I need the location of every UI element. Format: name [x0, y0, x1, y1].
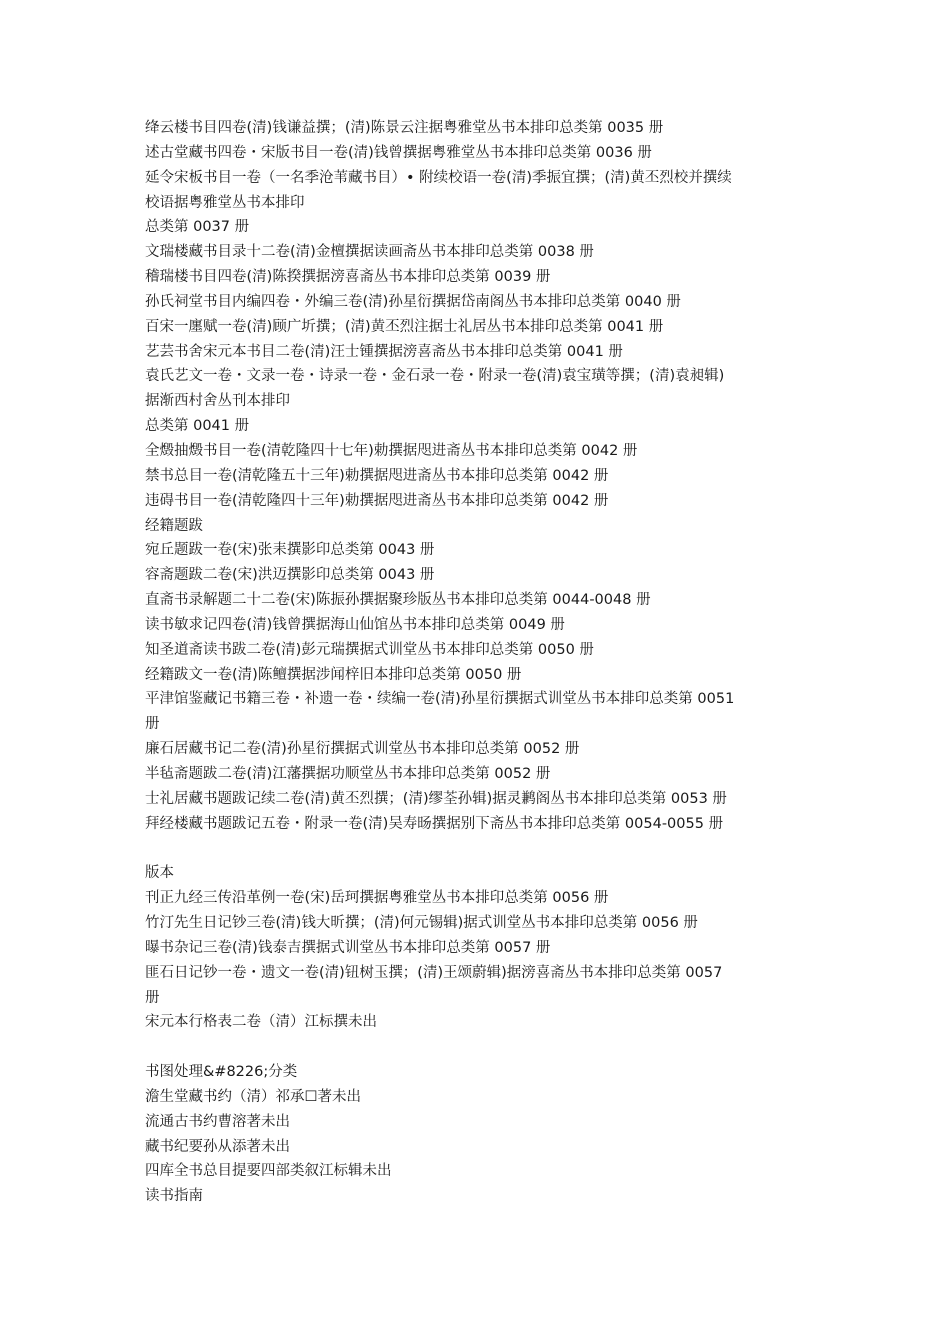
text-line: 半毡斋题跋二卷(清)江藩撰据功顺堂丛书本排印总类第 0052 册 [145, 765, 551, 782]
text-line: 澹生堂藏书约（清）祁承☐著未出 [145, 1088, 361, 1105]
text-line: 述古堂藏书四卷・宋版书目一卷(清)钱曾撰据粤雅堂丛书本排印总类第 0036 册 [145, 144, 652, 161]
text-line: 延令宋板书目一卷（一名季沧苇藏书目）• 附续校语一卷(清)季振宜撰；(清)黄丕烈校并撰续 [145, 169, 732, 186]
text-line: 版本 [145, 865, 174, 882]
text-line: 四库全书总目提要四部类叙江标辑未出 [145, 1163, 392, 1180]
blank-line [145, 836, 825, 861]
text-line: 直斋书录解题二十二卷(宋)陈振孙撰据聚珍版丛书本排印总类第 0044-0048 册 [145, 592, 651, 609]
text-line: 书图处理&#8226;分类 [145, 1064, 298, 1081]
text-line: 总类第 0037 册 [145, 219, 250, 236]
text-line: 宋元本行格表二卷（清）江标撰未出 [145, 1014, 377, 1031]
blank-line [145, 1035, 825, 1060]
document-body [145, 116, 825, 1209]
text-line: 读书指南 [145, 1188, 203, 1205]
text-line: 读书敏求记四卷(清)钱曾撰据海山仙馆丛书本排印总类第 0049 册 [145, 616, 565, 633]
text-line: 百宋一廛赋一卷(清)顾广圻撰；(清)黄丕烈注据士礼居丛书本排印总类第 0041 册 [145, 318, 664, 335]
text-line: 艺芸书舍宋元本书目二卷(清)汪士锺撰据滂喜斋丛书本排印总类第 0041 册 [145, 343, 623, 360]
text-line: 校语据粤雅堂丛书本排印 [145, 194, 305, 211]
text-line: 稽瑞楼书目四卷(清)陈揆撰据滂喜斋丛书本排印总类第 0039 册 [145, 269, 551, 286]
text-line: 廉石居藏书记二卷(清)孙星衍撰据式训堂丛书本排印总类第 0052 册 [145, 741, 580, 758]
text-line: 知圣道斋读书跋二卷(清)彭元瑞撰据式训堂丛书本排印总类第 0050 册 [145, 641, 594, 658]
text-line: 容斋题跋二卷(宋)洪迈撰影印总类第 0043 册 [145, 567, 435, 584]
text-line: 袁氏艺文一卷・文录一卷・诗录一卷・金石录一卷・附录一卷(清)袁宝璜等撰；(清)袁昶辑) [145, 368, 725, 385]
text-line: 孙氏祠堂书目内编四卷・外编三卷(清)孙星衍撰据岱南阁丛书本排印总类第 0040 册 [145, 293, 681, 310]
text-line: 藏书纪要孙从添著未出 [145, 1138, 290, 1155]
text-line: 册 [145, 989, 160, 1006]
text-line: 经籍跋文一卷(清)陈鳣撰据涉闻梓旧本排印总类第 0050 册 [145, 666, 522, 683]
text-line: 据渐西村舍丛刊本排印 [145, 393, 290, 410]
text-line: 绛云楼书目四卷(清)钱谦益撰；(清)陈景云注据粤雅堂丛书本排印总类第 0035 册 [145, 120, 664, 136]
text-line: 宛丘题跋一卷(宋)张耒撰影印总类第 0043 册 [145, 542, 435, 559]
text-line: 总类第 0041 册 [145, 418, 250, 435]
text-line: 全燬抽燬书目一卷(清乾隆四十七年)勅撰据咫进斋丛书本排印总类第 0042 册 [145, 442, 638, 459]
text-line: 拜经楼藏书题跋记五卷・附录一卷(清)吴寿旸撰据别下斋丛书本排印总类第 0054-0055 册 [145, 815, 724, 832]
text-line: 禁书总目一卷(清乾隆五十三年)勅撰据咫进斋丛书本排印总类第 0042 册 [145, 467, 609, 484]
text-line: 刊正九经三传沿革例一卷(宋)岳珂撰据粤雅堂丛书本排印总类第 0056 册 [145, 890, 609, 907]
text-line: 流通古书约曹溶著未出 [145, 1113, 290, 1130]
text-line: 违碍书目一卷(清乾隆四十三年)勅撰据咫进斋丛书本排印总类第 0042 册 [145, 492, 609, 509]
text-line: 平津馆鉴藏记书籍三卷・补遗一卷・续编一卷(清)孙星衍撰据式训堂丛书本排印总类第 0051 [145, 691, 735, 708]
text-line: 匪石日记钞一卷・遗文一卷(清)钮树玉撰；(清)王颂蔚辑)据滂喜斋丛书本排印总类第 0057 [145, 964, 723, 981]
text-line: 经籍题跋 [145, 517, 203, 534]
text-line: 曝书杂记三卷(清)钱泰吉撰据式训堂丛书本排印总类第 0057 册 [145, 939, 551, 956]
text-line: 竹汀先生日记钞三卷(清)钱大昕撰；(清)何元锡辑)据式训堂丛书本排印总类第 0056 册 [145, 915, 698, 931]
text-line: 士礼居藏书题跋记续二卷(清)黄丕烈撰；(清)缪荃孙辑)据灵鹣阁丛书本排印总类第 0053 册 [145, 790, 727, 807]
text-line: 文瑞楼藏书目录十二卷(清)金檀撰据读画斋丛书本排印总类第 0038 册 [145, 244, 594, 261]
text-line: 册 [145, 716, 160, 733]
